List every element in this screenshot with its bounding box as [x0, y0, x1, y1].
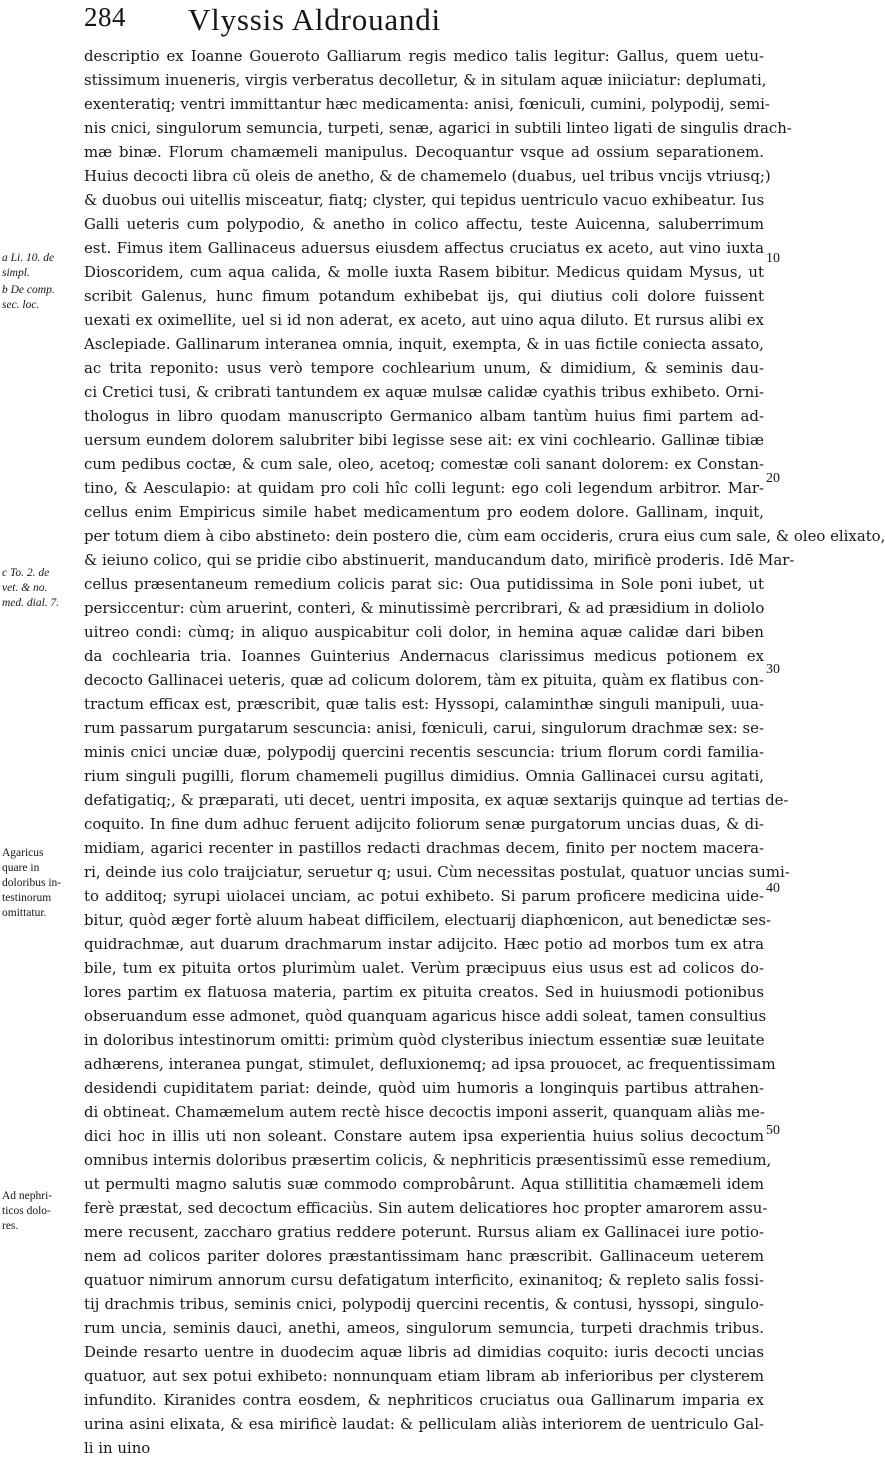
text-line: tractum efficax est, præscribit, quæ talis est: Hyssopi, calaminthæ singuli manipuli, uua- [84, 695, 764, 713]
running-head: Vlyssis Aldrouandi [188, 2, 441, 37]
text-line: Asclepiade. Gallinarum interanea omnia, inquit, exempta, & in uas fictile coniecta assato, [84, 335, 764, 353]
text-line: cellus enim Empiricus simile habet medicamentum pro eodem dolore. Gallinam, inquit, [84, 503, 764, 521]
text-line: rum passarum purgatarum sescuncia: anisi, fœniculi, carui, singulorum drachmæ sex: se- [84, 719, 764, 737]
page-header [0, 2, 787, 46]
text-line: cellus præsentaneum remedium colicis parat sic: Oua putidissima in Sole poni iubet, ut [84, 575, 764, 593]
margin-note [2, 846, 82, 921]
text-line: in doloribus intestinorum omitti: primùm quòd clysteribus iniectum essentiæ suæ leuitate [84, 1031, 765, 1049]
margin-note-line: med. dial. 7. [2, 597, 60, 609]
margin-note [2, 251, 82, 281]
margin-note [2, 283, 82, 313]
text-line: mæ binæ. Florum chamæmeli manipulus. Decoquantur vsque ad ossium separationem. [84, 143, 764, 161]
text-line: & duobus oui uitellis misceatur, fiatq; clyster, qui tepidus uentriculo vacuo exhibeatur. Ius [84, 191, 765, 209]
text-line: bile, tum ex pituita ortos plurimùm ualet. Verùm præcipuus eius usus est ad colicos do- [84, 959, 764, 977]
text-line: li in uino [84, 1439, 151, 1457]
text-line: lores partim ex flatuosa materia, partim ex pituita creatos. Sed in huiusmodi potionibus [84, 983, 764, 1001]
margin-note-line: c To. 2. de [2, 567, 50, 579]
text-line: ac trita reponito: usus verò tempore cochlearium unum, & dimidium, & seminis dau- [84, 359, 764, 377]
text-line: Galli ueteris cum polypodio, & anetho in colico affectu, teste Auicenna, saluberrimum [84, 215, 764, 233]
text-line: persiccentur: cùm aruerint, conteri, & minutissimè percribrari, & ad præsidium in doliolo [84, 599, 765, 617]
text-line: ri, deinde ius colo traijciatur, seruetur q; usui. Cùm necessitas postulat, quatuor uncias sumi- [84, 863, 790, 881]
margin-note-line: Agaricus [2, 847, 44, 859]
text-line: nem ad colicos pariter dolores præstantissimam hanc præscribit. Gallinaceum ueterem [84, 1247, 764, 1265]
text-line: urina asini elixata, & esa mirificè laudat: & pelliculam aliàs interiorem de uentriculo Gal- [84, 1415, 764, 1433]
text-line: uexati ex oximellite, uel si id non aderat, ex aceto, aut uino aqua diluto. Et rursus alibi ex [84, 311, 764, 329]
text-line: dici hoc in illis uti non soleant. Constare autem ipsa experientia huius solius decoctum [84, 1127, 764, 1145]
text-line: tij drachmis tribus, seminis cnici, polypodij quercini recentis, & contusi, hyssopi, singulo- [84, 1295, 764, 1313]
line-number: 50 [766, 1123, 780, 1138]
text-line: Dioscoridem, cum aqua calida, & molle iuxta Rasem bibitur. Medicus quidam Mysus, ut [84, 263, 764, 281]
line-number: 30 [766, 662, 780, 677]
text-line: adhærens, interanea pungat, stimulet, defluxionemq; ad ipsa prouocet, ac frequentissimam [84, 1055, 776, 1073]
line-numbers [764, 0, 787, 1264]
margin-note [2, 566, 82, 611]
text-line: ferè præstat, sed decoctum efficaciùs. Sin autem delicatiores hoc propter amarorem assu- [84, 1199, 768, 1217]
text-line: obseruandum esse admonet, quòd quanquam agaricus hisce addi soleat, tamen consultius [84, 1007, 767, 1025]
line-number: 40 [766, 881, 780, 896]
text-line: tino, & Aesculapio: at quidam pro coli hîc colli legunt: ego coli legendum arbitror. Mar- [84, 479, 764, 497]
margin-notes [0, 0, 84, 1264]
text-line: exenteratiq; ventri immittantur hæc medicamenta: anisi, fœniculi, cumini, polypodij, semi- [84, 95, 770, 113]
text-line: di obtineat. Chamæmelum autem rectè hisce decoctis imponi asserit, quanquam aliàs me- [84, 1103, 765, 1121]
text-line: thologus in libro quodam manuscripto Germanico albam tantùm huius fimi partem ad- [84, 407, 764, 425]
text-line: bitur, quòd æger fortè aluum habeat difficilem, electuarij diaphœnicon, aut benedictæ ses- [84, 911, 772, 929]
text-line: defatigatiq;, & præparati, uti decet, uentri imposita, ex aquæ sextarijs quinque ad tertias de- [84, 791, 789, 809]
text-line: to additoq; syrupi uiolacei unciam, ac potui exhibeto. Si parum proficere medicina uide- [84, 887, 764, 905]
margin-note-line: sec. loc. [2, 299, 40, 311]
text-line: minis cnici unciæ duæ, polypodij quercini recentis sescuncia: trium florum cordi familia- [84, 743, 764, 761]
line-number: 20 [766, 471, 780, 486]
margin-note-line: vet. & no. [2, 582, 48, 594]
text-line: desidendi cupiditatem pariat: deinde, quòd uim humoris a longinquis partibus attrahen- [84, 1079, 764, 1097]
text-line: da cochlearia tria. Ioannes Guinterius Andernacus clarissimus medicus potionem ex [84, 647, 764, 665]
text-line: quatuor, aut sex potui exhibeto: nonnunquam etiam libram ab inferioribus per clysterem [84, 1367, 764, 1385]
text-line: uersum eundem dolorem salubriter bibi legisse sese ait: ex vini cochleario. Gallinæ tibiæ [84, 431, 764, 449]
text-line: rium singuli pugilli, florum chamemeli pugillus dimidius. Omnia Gallinacei cursu agitati, [84, 767, 764, 785]
margin-note-line: res. [2, 1220, 19, 1232]
text-line: infundito. Kiranides contra eosdem, & nephriticos cruciatus oua Gallinarum imparia ex [84, 1391, 764, 1409]
text-line: quidrachmæ, aut duarum drachmarum instar adijcito. Hæc potio ad morbos tum ex atra [84, 935, 764, 953]
text-line: quatuor nimirum annorum cursu defatigatum interficito, exinanitoq; & repleto salis fossi- [84, 1271, 764, 1289]
margin-note-line: testinorum [2, 892, 52, 904]
text-line: coquito. In fine dum adhuc feruent adijcito foliorum senæ purgatorum uncias duas, & di- [84, 815, 764, 833]
text-line: cum pedibus coctæ, & cum sale, oleo, acetoq; comestæ coli sanant dolorem: ex Constan- [84, 455, 764, 473]
text-line: rum uncia, seminis dauci, anethi, ameos, singulorum semuncia, turpeti drachmis tribus. [84, 1319, 764, 1337]
margin-note-line: omittatur. [2, 907, 47, 919]
text-line: uitreo condi: cùmq; in aliquo auspicabitur coli dolor, in hemina aquæ calidæ dari biben [84, 623, 764, 641]
margin-note-line: Ad nephri- [2, 1190, 53, 1202]
text-line: mere recusent, zaccharo gratius reddere poterunt. Rursus aliam ex Gallinacei iure potio- [84, 1223, 764, 1241]
text-line: est. Fimus item Gallinaceus aduersus eiusdem affectus cruciatus ex aceto, aut vino iuxta [84, 239, 764, 257]
margin-note-line: ticos dolo- [2, 1205, 51, 1217]
margin-note-line: a Li. 10. de [2, 252, 55, 264]
text-line: descriptio ex Ioanne Goueroto Galliarum regis medico talis legitur: Gallus, quem uetu- [84, 47, 764, 65]
margin-note-line: quare in [2, 862, 40, 874]
text-line: omnibus internis doloribus præsertim colicis, & nephriticis præsentissimũ esse remedium, [84, 1151, 772, 1169]
page-number: 284 [84, 2, 126, 32]
text-line: ci Cretici tusi, & cribrati tantundem ex aquæ mulsæ calidæ cyathis tribus exhibeto. Orni- [84, 383, 764, 401]
text-line: & ieiuno colico, qui se pridie cibo abstinuerit, manducandum dato, mirificè proderis. Idē Mar- [84, 551, 795, 569]
text-line: nis cnici, singulorum semuncia, turpeti, senæ, agarici in subtili linteo ligati de singulis drach- [84, 119, 792, 137]
text-line: Deinde resarto uentre in duodecim aquæ libris ad dimidias coquito: iuris decocti uncias [84, 1343, 764, 1361]
margin-note-line: doloribus in- [2, 877, 62, 889]
text-line: midiam, agarici recenter in pastillos redacti drachmas decem, finito per noctem macera- [84, 839, 764, 857]
text-line: ut permulti magno salutis suæ commodo comprobârunt. Aqua stillititia chamæmeli idem [84, 1175, 764, 1193]
margin-note-line: b De comp. [2, 284, 55, 296]
text-line: decocto Gallinacei ueteris, quæ ad colicum dolorem, tàm ex pituita, quàm ex flatibus con- [84, 671, 764, 689]
text-line: scribit Galenus, hunc fimum potandum exhibebat ijs, qui diutius coli dolore fuissent [84, 287, 764, 305]
line-number: 10 [766, 251, 780, 266]
margin-note [2, 1189, 82, 1234]
margin-note-line: simpl. [2, 267, 30, 279]
text-line: stissimum inueneris, virgis verberatus decolletur, & in situlam aquæ iniiciatur: deplumati, [84, 71, 767, 89]
text-line: per totum diem à cibo abstineto: dein postero die, cùm eam occideris, crura eius cum sale, & oleo elixato, [84, 527, 885, 545]
text-line: Huius decocti libra cũ oleis de anetho, & de chamemelo (duabus, uel tribus vncijs vtriusq;) [84, 167, 771, 185]
